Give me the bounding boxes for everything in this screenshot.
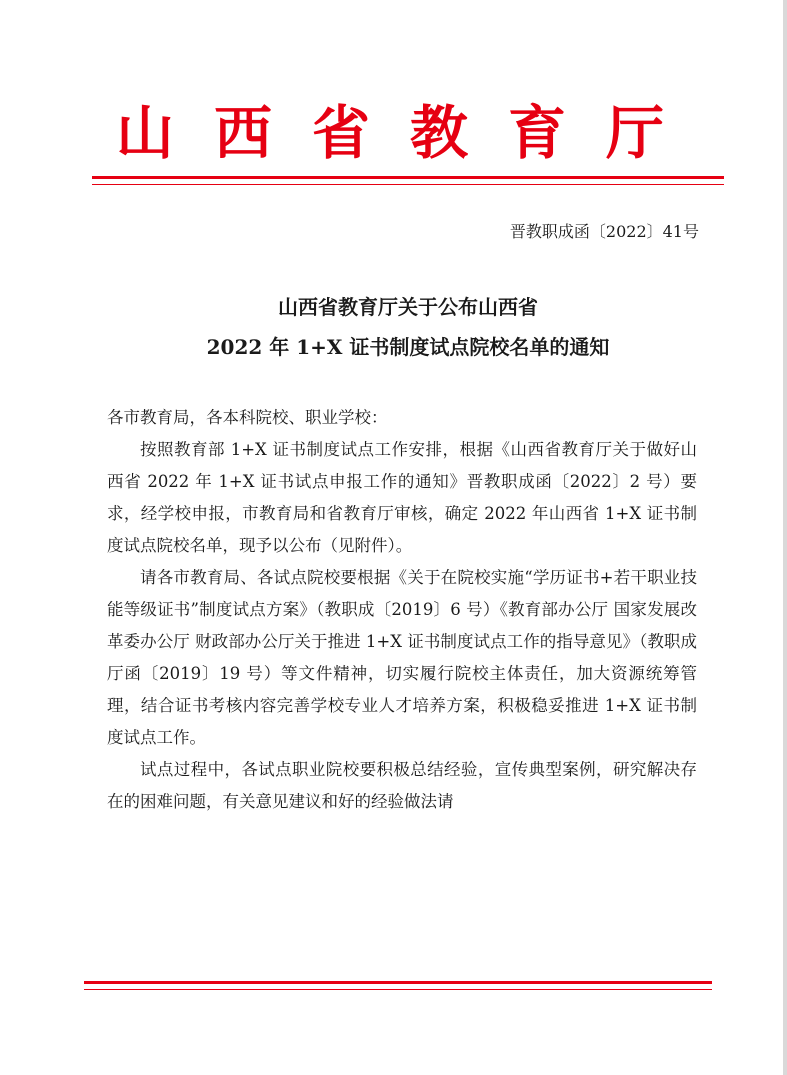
footer-red-rule-thin	[84, 989, 712, 990]
notice-title-line-2: 2022 年 1+X 证书制度试点院校名单的通知	[206, 335, 610, 359]
page-edge	[783, 0, 787, 1075]
footer-red-rule-thick	[84, 981, 712, 984]
notice-body	[107, 402, 697, 818]
document-number: 晋教职成函〔2022〕41号	[509, 222, 699, 241]
body-paragraph-3: 试点过程中，各试点职业院校要积极总结经验，宣传典型案例，研究解决存在的困难问题，有关意见建议和好的经验做法请	[107, 760, 697, 811]
body-paragraph-2: 请各市教育局、各试点院校要根据《关于在院校实施“学历证书+若干职业技能等级证书”制度试点方案》（教职成〔2019〕6 号）《教育部办公厅 国家发展改革委办公厅 财政部办公厅关于推进 1+X 证书制度试点工作的指导意见》（教职成厅函〔2019〕19 号）等文件精神，切实履行院校主体责任，加大资源统筹管理，结合证书考核内容完善学校专业人才培养方案，积极稳妥推进 1+X 证书制度试点工作。	[107, 568, 697, 747]
body-paragraph-1: 按照教育部 1+X 证书制度试点工作安排，根据《山西省教育厅关于做好山西省 2022 年 1+X 证书试点申报工作的通知》晋教职成函〔2022〕2 号）要求，经学校申报，市教育局和省教育厅审核，确定 2022 年山西省 1+X 证书制度试点院校名单，现予以公布（见附件）。	[107, 440, 697, 555]
salutation: 各市教育局，各本科院校、职业学校：	[107, 408, 388, 427]
header-red-rule-thin	[92, 184, 724, 185]
notice-title-line-1: 山西省教育厅关于公布山西省	[278, 295, 538, 319]
header-red-rule-thick	[92, 176, 724, 179]
notice-title	[92, 287, 724, 367]
issuer-header: 山西省教育厅	[115, 99, 704, 167]
